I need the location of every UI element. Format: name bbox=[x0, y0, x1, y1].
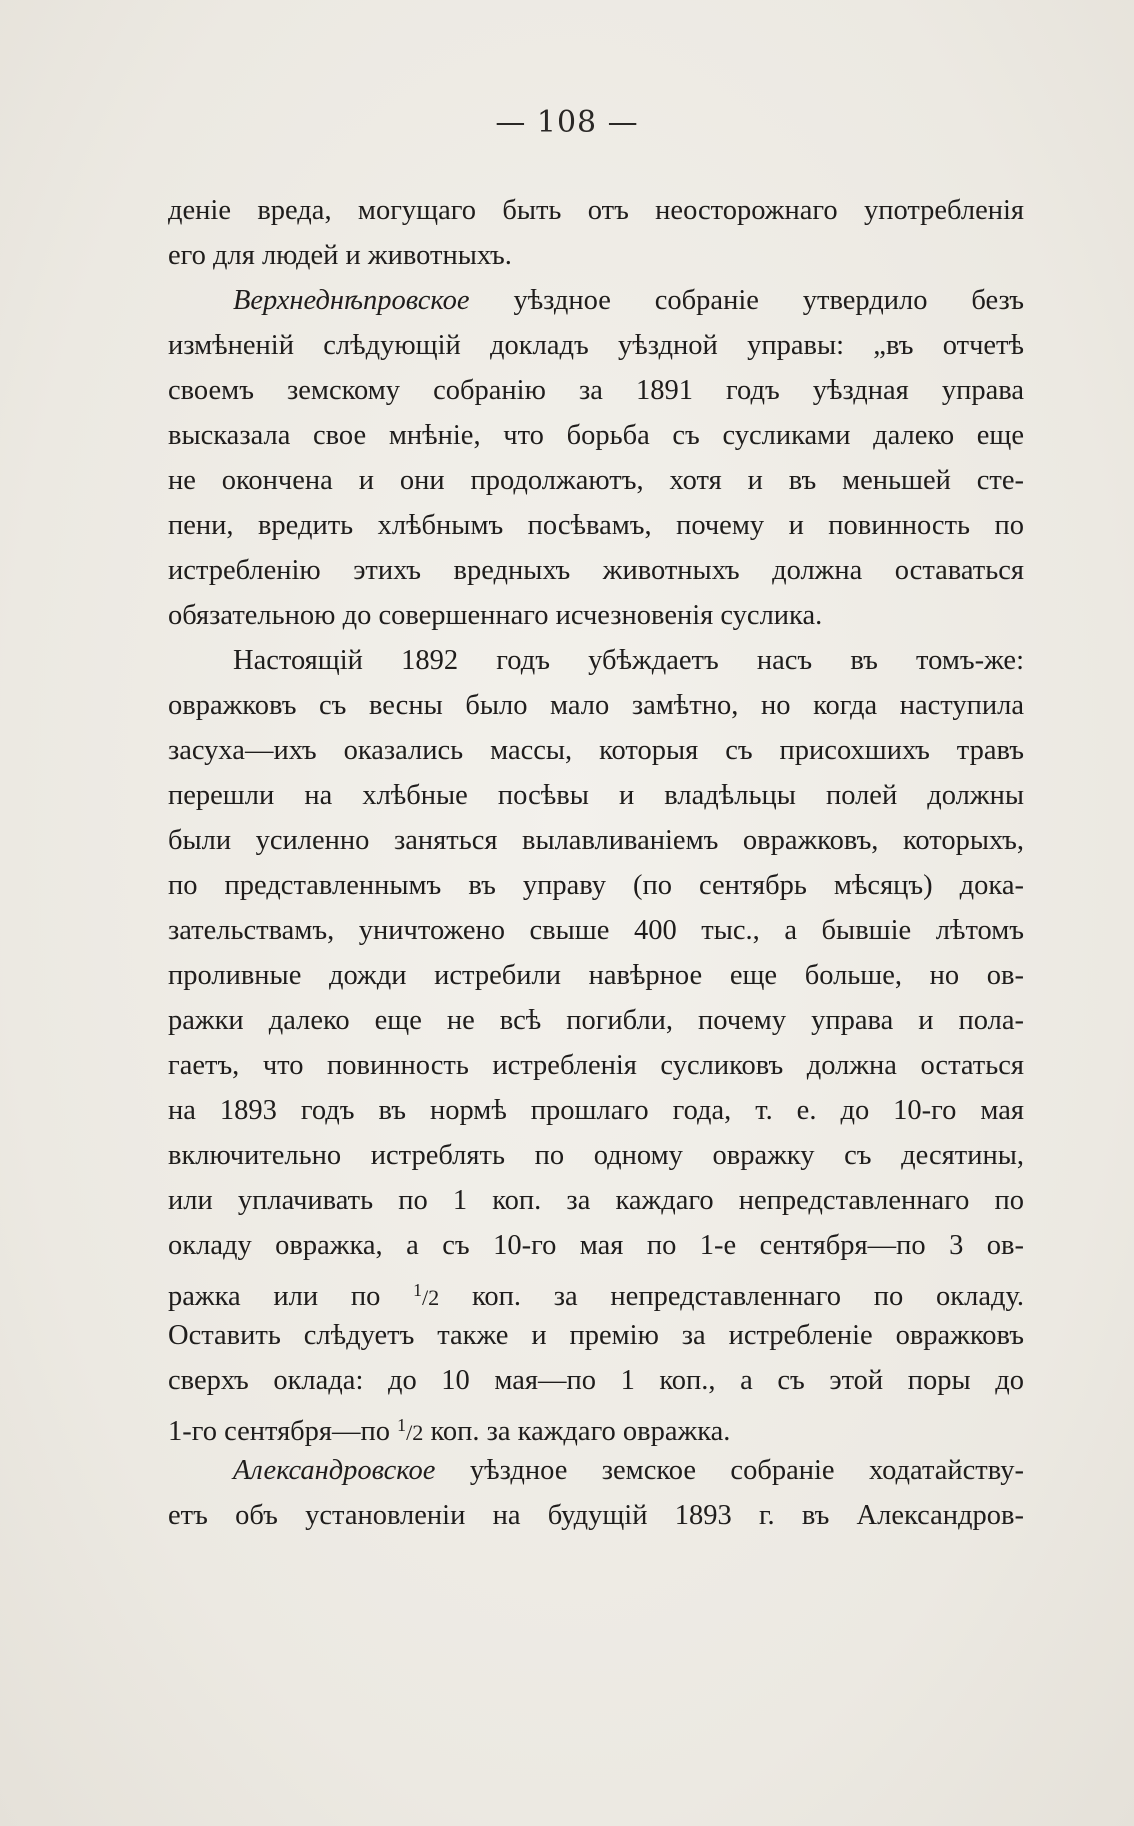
text-line: своемъ земскому собранію за 1891 годъ уѣздная управа bbox=[168, 375, 1024, 406]
text-line: проливные дожди истребили навѣрное еще больше, но ов- bbox=[168, 960, 1024, 991]
text-line-with-fraction bbox=[168, 1268, 1024, 1313]
text-line: Оставить слѣдуетъ также и премію за истребленіе овражковъ bbox=[168, 1320, 1024, 1351]
text-line: измѣненій слѣдующій докладъ уѣздной управы: „въ отчетѣ bbox=[168, 330, 1024, 361]
text-fragment: коп. за каждаго овражка. bbox=[423, 1415, 731, 1447]
text-fragment: уѣздное земское собраніе ходатайству- bbox=[435, 1455, 1024, 1486]
text-line: зательствамъ, уничтожено свыше 400 тыс., а бывшіе лѣтомъ bbox=[168, 915, 1024, 946]
text-line: были усиленно заняться вылавливаніемъ овражковъ, которыхъ, bbox=[168, 825, 1024, 856]
text-line: засуха—ихъ оказались массы, которыя съ присохшихъ травъ bbox=[168, 735, 1024, 766]
text-line: деніе вреда, могущаго быть отъ неосторожнаго употребленія bbox=[168, 195, 1024, 226]
text-fragment: уѣздное собраніе утвердило безъ bbox=[469, 285, 1024, 316]
text-line: или уплачивать по 1 коп. за каждаго непредставленнаго по bbox=[168, 1185, 1024, 1216]
text-line: ражки далеко еще не всѣ погибли, почему управа и пола- bbox=[168, 1005, 1024, 1036]
text-fragment: коп. за непредставленнаго по окладу. bbox=[439, 1280, 1024, 1312]
text-line: етъ объ установленіи на будущій 1893 г. въ Александров- bbox=[168, 1500, 1024, 1531]
text-line: Настоящій 1892 годъ убѣждаетъ насъ въ томъ-же: bbox=[233, 645, 1024, 676]
text-line bbox=[168, 1448, 1024, 1493]
fraction-half bbox=[397, 1415, 424, 1445]
text-line: включительно истреблять по одному овражку съ десятины, bbox=[168, 1140, 1024, 1171]
fraction-denominator: /2 bbox=[421, 1284, 440, 1310]
text-line: перешли на хлѣбные посѣвы и владѣльцы полей должны bbox=[168, 780, 1024, 811]
text-line: пени, вредить хлѣбнымъ посѣвамъ, почему и повинность по bbox=[168, 510, 1024, 541]
text-fragment: ражка или по bbox=[168, 1280, 414, 1312]
text-fragment: 1-го сентября—по bbox=[168, 1415, 398, 1447]
text-line: его для людей и животныхъ. bbox=[168, 240, 512, 271]
fraction-denominator: /2 bbox=[406, 1419, 424, 1445]
text-line: не окончена и они продолжаютъ, хотя и въ меньшей сте- bbox=[168, 465, 1024, 496]
text-line: сверхъ оклада: до 10 мая—по 1 коп., а съ этой поры до bbox=[168, 1365, 1024, 1396]
text-line: гаетъ, что повинность истребленія сусликовъ должна остаться bbox=[168, 1050, 1024, 1081]
text-line: истребленію этихъ вредныхъ животныхъ должна оставаться bbox=[168, 555, 1024, 586]
body-text bbox=[168, 188, 1024, 1538]
text-line: на 1893 годъ въ нормѣ прошлаго года, т. е. до 10-го мая bbox=[168, 1095, 1024, 1126]
text-line-with-fraction bbox=[168, 1403, 1024, 1448]
district-name-italic: Верхнеднѣпровское bbox=[233, 285, 470, 316]
fraction-numerator: 1 bbox=[397, 1415, 407, 1435]
text-line: высказала свое мнѣніе, что борьба съ сусликами далеко еще bbox=[168, 420, 1024, 451]
page-number: — 108 — bbox=[495, 105, 639, 140]
district-name-italic: Александровское bbox=[233, 1455, 436, 1486]
text-line: обязательною до совершеннаго исчезновенія суслика. bbox=[168, 600, 823, 631]
text-line: по представленнымъ въ управу (по сентябрь мѣсяцъ) дока- bbox=[168, 870, 1024, 901]
text-line: овражковъ съ весны было мало замѣтно, но когда наступила bbox=[168, 690, 1024, 721]
text-line bbox=[168, 278, 1024, 323]
text-line: окладу овражка, а съ 10-го мая по 1-е сентября—по 3 ов- bbox=[168, 1230, 1024, 1261]
fraction-half bbox=[413, 1280, 440, 1310]
fraction-numerator: 1 bbox=[413, 1280, 422, 1300]
